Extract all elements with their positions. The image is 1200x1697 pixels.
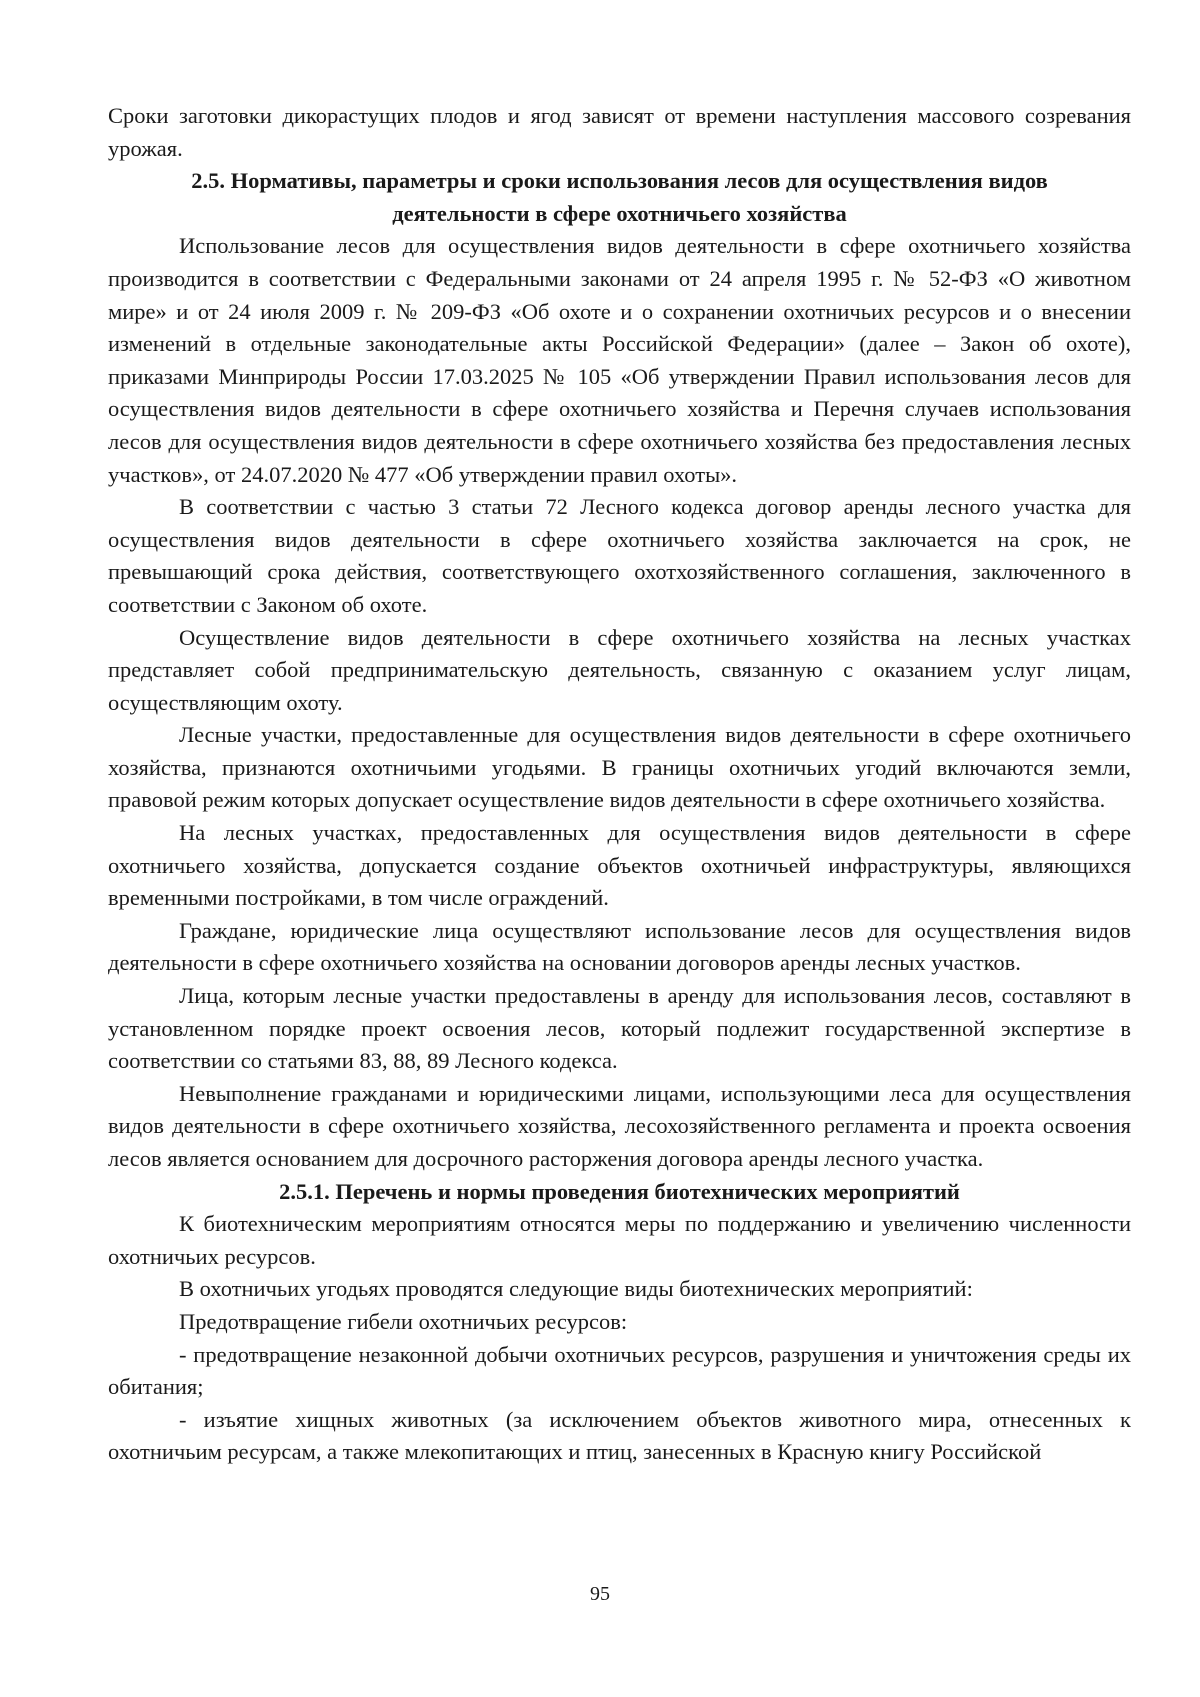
paragraph-forest-project: Лица, которым лесные участки предоставлены в аренду для использования лесов, составляют в установленном порядке проект освоения лесов, который подлежит государственной экспертизе в соответствии со статьями 83, 88, 89 Лесного кодекса. bbox=[108, 983, 1131, 1074]
paragraph-biotech-definition: К биотехническим мероприятиям относятся меры по поддержанию и увеличению численности охотничьих ресурсов. bbox=[108, 1211, 1131, 1269]
list-item-predators: - изъятие хищных животных (за исключением объектов животного мира, отнесенных к охотничьим ресурсам, а также млекопитающих и птиц, занесенных в Красную книгу Российской bbox=[108, 1406, 1131, 1465]
document-page bbox=[108, 100, 1131, 1469]
paragraph-prevention-title: Предотвращение гибели охотничьих ресурсов: bbox=[179, 1308, 628, 1334]
list-item-illegal-hunting: - предотвращение незаконной добычи охотничьих ресурсов, разрушения и уничтожения среды их обитания; bbox=[108, 1341, 1131, 1400]
paragraph-biotech-types: В охотничьих угодьях проводятся следующие виды биотехнических мероприятий: bbox=[179, 1276, 973, 1302]
intro-paragraph: Сроки заготовки дикорастущих плодов и ягод зависят от времени наступления массового созревания урожая. bbox=[108, 103, 1131, 161]
page-number: 95 bbox=[590, 1583, 610, 1605]
paragraph-lease-term: В соответствии с частью 3 статьи 72 Лесного кодекса договор аренды лесного участка для осуществления видов деятельности в сфере охотничьего хозяйства заключается на срок, не превышающий срока действия, соответствующего охотхозяйственного соглашения, заключенного в соответствии с Законом об охоте. bbox=[108, 494, 1131, 617]
paragraph-hunting-grounds: Лесные участки, предоставленные для осуществления видов деятельности в сфере охотничьего хозяйства, признаются охотничьими угодьями. В границы охотничьих угодий включаются земли, правовой режим которых допускает осуществление видов деятельности в сфере охотничьего хозяйства. bbox=[108, 722, 1131, 813]
paragraph-infrastructure: На лесных участках, предоставленных для осуществления видов деятельности в сфере охотничьего хозяйства, допускается создание объектов охотничьей инфраструктуры, являющихся временными постройками, в том числе ограждений. bbox=[108, 820, 1131, 911]
paragraph-lease-basis: Граждане, юридические лица осуществляют использование лесов для осуществления видов деятельности в сфере охотничьего хозяйства на основании договоров аренды лесных участков. bbox=[108, 917, 1131, 976]
section-heading: 2.5. Нормативы, параметры и сроки использования лесов для осуществления видов деятельности в сфере охотничьего хозяйства bbox=[191, 168, 1048, 226]
paragraph-hunting-law: Использование лесов для осуществления видов деятельности в сфере охотничьего хозяйства производится в соответствии с Федеральными законами от 24 апреля 1995 г. № 52-ФЗ «О животном мире» и от 24 июля 2009 г. № 209-ФЗ «Об охоте и о сохранении охотничьих ресурсов и о внесении изменений в отдельные законодательные акты Российской Федерации» (далее – Закон об охоте), приказами Минприроды России 17.03.2025 № 105 «Об утверждении Правил использования лесов для осуществления видов деятельности в сфере охотничьего хозяйства и Перечня случаев использования лесов для осуществления видов деятельности в сфере охотничьего хозяйства без предоставления лесных участков», от 24.07.2020 № 477 «Об утверждении правил охоты». bbox=[108, 233, 1131, 487]
subsection-heading: 2.5.1. Перечень и нормы проведения биотехнических мероприятий bbox=[279, 1178, 960, 1204]
paragraph-termination: Невыполнение гражданами и юридическими лицами, использующими леса для осуществления видов деятельности в сфере охотничьего хозяйства, лесохозяйственного регламента и проекта освоения лесов является основанием для досрочного расторжения договора аренды лесного участка. bbox=[108, 1080, 1131, 1171]
paragraph-business-activity: Осуществление видов деятельности в сфере охотничьего хозяйства на лесных участках представляет собой предпринимательскую деятельность, связанную с оказанием услуг лицам, осуществляющим охоту. bbox=[108, 624, 1131, 715]
